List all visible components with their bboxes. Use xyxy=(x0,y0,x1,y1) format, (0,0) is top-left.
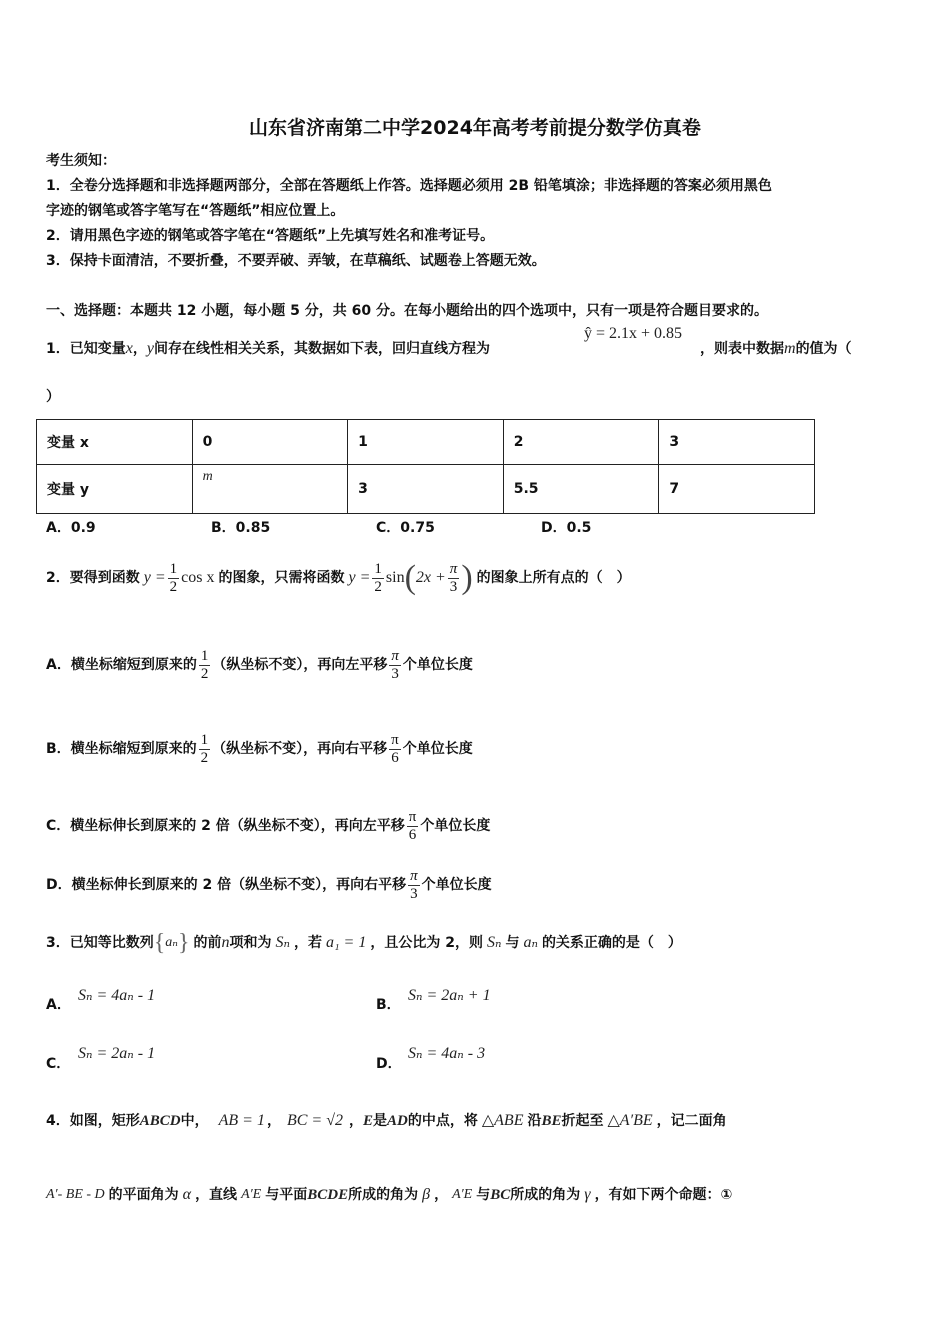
q2-option-b: B．横坐标缩短到原来的 $\frac{1}{2}$ （纵坐标不变），再向右平移 $\frac{\pi}{6}$ 个单位长度 xyxy=(46,731,473,766)
q3-option-d-label: D． xyxy=(376,1056,402,1072)
q3-option-d: Sₙ = 4aₙ - 3 xyxy=(408,1045,486,1062)
page-title: 山东省济南第二中学2024年高考考前提分数学仿真卷 xyxy=(249,117,701,139)
table-cell: 变量 x xyxy=(37,420,193,465)
q1-option-c: C．0.75 xyxy=(376,520,435,536)
table-cell: 0 xyxy=(192,420,348,465)
q3-option-a: Sₙ = 4aₙ - 1 xyxy=(78,987,156,1004)
q3-option-c-label: C． xyxy=(46,1056,71,1072)
table-cell: m xyxy=(192,465,348,514)
notice-line-2: 2．请用黑色字迹的钢笔或答字笔在“答题纸”上先填写姓名和准考证号。 xyxy=(46,228,495,244)
question-2: 2．要得到函数 y = $\frac{1}{2}$ cos x 的图象，只需将函数 y = $\frac{1}{2}$ sin ( 2x + $\frac{\pi}{3}$ ) 的图象上所有点的（ ） xyxy=(46,559,631,596)
question-4-line-2: A′- BE - D 的平面角为 α ，直线 A′E 与平面 BCDE 所成的角为 β ， A′E 与 BC 所成的角为 γ ，有如下两个命题：① xyxy=(46,1186,733,1203)
question-3: 3．已知等比数列 { aₙ } 的前 n 项和为 Sₙ ，若 a₁ = 1 ，且公比为 2，则 Sₙ 与 aₙ 的关系正确的是（ ） xyxy=(46,930,682,956)
q3-option-b: Sₙ = 2aₙ + 1 xyxy=(408,987,491,1004)
table-cell: 3 xyxy=(348,465,504,514)
question-1-tail: ，则表中数据m的值为（ xyxy=(700,340,852,357)
notice-line-1b: 字迹的钢笔或答字笔写在“答题纸”相应位置上。 xyxy=(46,203,345,219)
q1-option-d: D．0.5 xyxy=(541,520,592,536)
q2-option-c: C．横坐标伸长到原来的 2 倍（纵坐标不变），再向左平移 $\frac{\pi}{6}$ 个单位长度 xyxy=(46,808,491,843)
data-table xyxy=(36,419,815,514)
notice-line-3: 3．保持卡面清洁，不要折叠，不要弄破、弄皱，在草稿纸、试题卷上答题无效。 xyxy=(46,253,546,269)
table-cell: 7 xyxy=(659,465,815,514)
table-cell: 2 xyxy=(503,420,659,465)
notice-heading: 考生须知： xyxy=(46,153,116,169)
q1-option-b: B．0.85 xyxy=(211,520,271,536)
table-cell: 5.5 xyxy=(503,465,659,514)
question-4-line-1: 4．如图，矩形 ABCD 中， AB = 1 ， BC = √2 ， E 是 AD 的中点，将 △ABE 沿 BE 折起至 △A′BE ，记二面角 xyxy=(46,1112,727,1129)
question-1: 1．已知变量x，y间存在线性相关关系，其数据如下表，回归直线方程为 xyxy=(46,340,490,357)
q2-option-a: A．横坐标缩短到原来的 $\frac{1}{2}$ （纵坐标不变），再向左平移 $\frac{\pi}{3}$ 个单位长度 xyxy=(46,647,473,682)
q3-option-a-label: A． xyxy=(46,997,71,1013)
table-cell: 1 xyxy=(348,420,504,465)
q2-option-d: D．横坐标伸长到原来的 2 倍（纵坐标不变），再向右平移 $\frac{\pi}{3}$ 个单位长度 xyxy=(46,867,492,902)
notice-line-1a: 1．全卷分选择题和非选择题两部分，全部在答题纸上作答。选择题必须用 2B 铅笔填涂；非选择题的答案必须用黑色 xyxy=(46,178,772,194)
table-cell: 3 xyxy=(659,420,815,465)
table-row xyxy=(37,465,815,514)
question-1-close: ） xyxy=(46,389,60,405)
table-row xyxy=(37,420,815,465)
table-cell: 变量 y xyxy=(37,465,193,514)
section-heading: 一、选择题：本题共 12 小题，每小题 5 分，共 60 分。在每小题给出的四个选项中，只有一项是符合题目要求的。 xyxy=(46,303,768,319)
fraction-half: $\frac{1}{2}$ xyxy=(169,560,178,595)
q3-option-c: Sₙ = 2aₙ - 1 xyxy=(78,1045,156,1062)
q1-option-a: A．0.9 xyxy=(46,520,96,536)
q3-option-b-label: B． xyxy=(376,997,401,1013)
regression-equation: ŷ = 2.1x + 0.85 xyxy=(584,325,683,342)
